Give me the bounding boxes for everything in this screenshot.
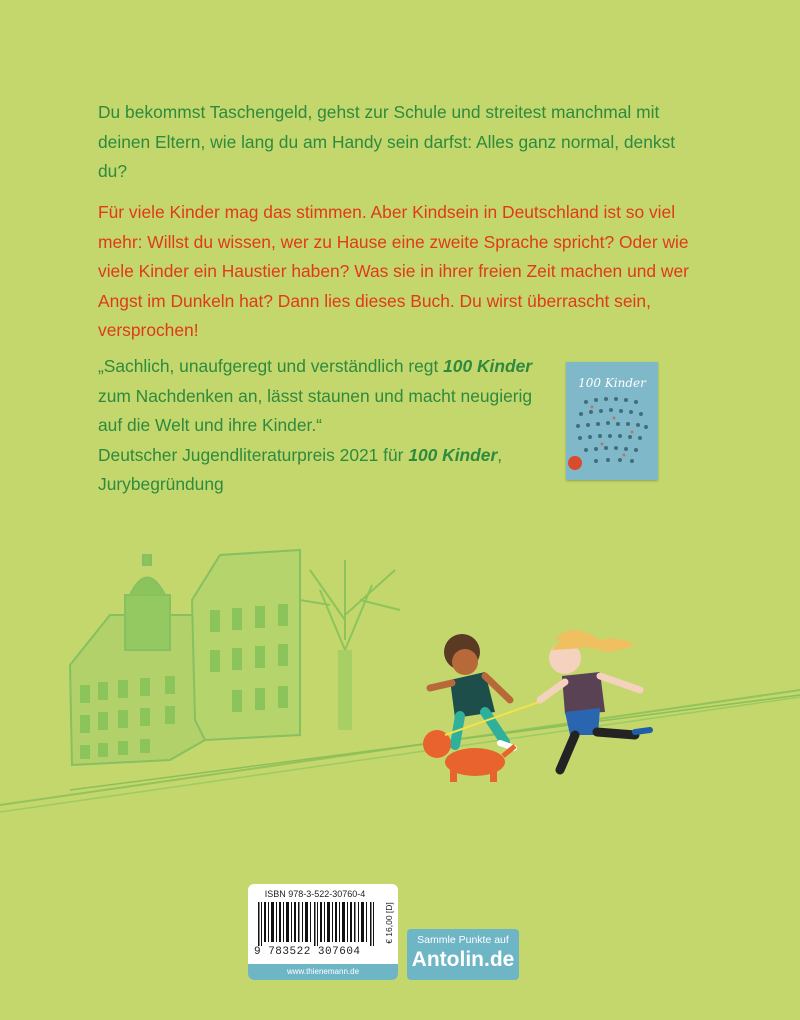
isbn-text: ISBN 978-3-522-30760-4 — [264, 889, 366, 899]
book-cover-title: 100 Kinder — [578, 376, 646, 390]
barcode-digits: 9 783522 307604 — [254, 946, 361, 958]
quote-text — [98, 356, 532, 435]
quote-source-title: 100 Kinder — [408, 444, 498, 465]
boy-running-figure — [430, 634, 514, 748]
quote-book-title: 100 Kinder — [443, 356, 533, 376]
quote-source-prefix: Deutscher Jugendliteraturpreis 2021 für — [98, 444, 409, 465]
antolin-badge — [407, 929, 519, 980]
cover-illustration — [0, 530, 800, 830]
girl-running-figure — [540, 630, 650, 770]
barcode-icon — [258, 902, 380, 946]
quote-source — [98, 445, 502, 465]
tree-icon — [300, 560, 400, 730]
description-paragraph: Für viele Kinder mag das stimmen. Aber Kindsein in Deutschland ist so viel mehr: Willst du wissen, wer zu Hause eine zweite Sprache spricht? Oder wie viele Kinder ein Haustier haben? Was sie in ihrer freien Zeit machen und wer Angst im Dunkeln hat? Dann lies dieses Buch. Du wirst überrascht sein, versprochen! — [98, 202, 689, 340]
award-quote — [98, 352, 553, 500]
price-label: € 16,00 [D] — [384, 902, 394, 944]
publisher-website: www.thienemann.de — [248, 964, 398, 980]
old-building-icon — [70, 555, 205, 765]
quote-source-suffix: , — [497, 444, 503, 465]
quote-body: zum Nachdenken an, lässt staunen und macht neugierig auf die Welt und ihre Kinder.“ — [98, 385, 533, 435]
book-cover-thumbnail — [566, 362, 658, 480]
antolin-line1: Sammle Punkte auf — [417, 934, 509, 946]
quote-open: „Sachlich, unaufgeregt und verständlich regt — [98, 356, 444, 376]
intro-paragraph: Du bekommst Taschengeld, gehst zur Schule und streitest manchmal mit deinen Eltern, wie lang du am Handy sein darfst: Alles ganz normal, denkst du? — [98, 102, 676, 181]
barcode-label — [248, 884, 398, 980]
award-badge-icon — [568, 456, 582, 470]
antolin-line2: Antolin.de — [411, 948, 515, 971]
quote-source-line2: Jurybegründung — [98, 474, 224, 494]
